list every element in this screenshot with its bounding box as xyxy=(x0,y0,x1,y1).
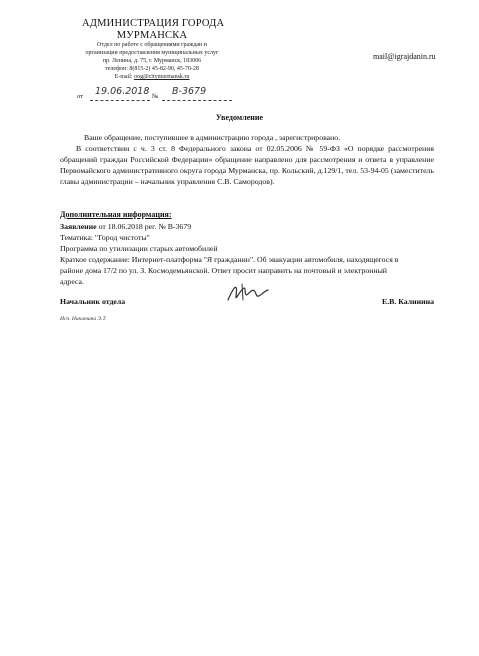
recipient-email: mail@igrajdanin.ru xyxy=(373,52,436,61)
body-text xyxy=(60,132,434,187)
org-email-link[interactable]: oog@citymurmansk.ru xyxy=(134,74,190,80)
statement-value: от 18.06.2018 рег. № В-3679 xyxy=(98,222,192,231)
program-line: Программа по утилизации старых автомобилей xyxy=(60,244,218,253)
statement-line xyxy=(60,221,191,232)
org-name-line1: АДМИНИСТРАЦИЯ ГОРОДА xyxy=(82,18,225,29)
additional-info-title: Дополнительная информация: xyxy=(60,210,172,219)
dept-line1: Отдел по работе с обращениями граждан и xyxy=(97,42,207,48)
reference-date: 19.06.2018 xyxy=(95,86,150,97)
topic-line: Тематика: "Город чистоты" xyxy=(60,233,150,242)
reference-no-label: № xyxy=(152,93,159,100)
paragraph-1: Ваше обращение, поступившее в администрацию города , зарегистрировано. xyxy=(84,133,341,142)
email-line xyxy=(62,74,242,82)
number-underline xyxy=(162,100,232,101)
handwritten-signature xyxy=(222,280,282,306)
email-label: E-mail: xyxy=(114,74,133,80)
address: пр. Ленина, д. 75, г. Мурманск, 183006 xyxy=(102,58,202,64)
phone: телефон: 8(815-2) 45-82-90, 45-70-28 xyxy=(105,66,199,72)
signer-name: Е.В. Калинина xyxy=(382,297,435,306)
executor-note: Исп. Никитина Э.Т. xyxy=(60,316,107,322)
reference-from-label: от xyxy=(77,93,84,100)
org-name-line2: МУРМАНСКА xyxy=(116,30,188,41)
statement-label: Заявление xyxy=(60,222,97,231)
summary-text: Краткое содержание: Интернет-платформа "Я гражданин". Об эвакуации автомобиля, находящегося в районе дома 17/2 по ул. З. Космодемьянской. Ответ просит направить на почтовый и электронный адреса. xyxy=(60,255,399,286)
date-underline xyxy=(90,100,150,101)
document-title: Уведомление xyxy=(215,113,264,122)
reference-number: В-3679 xyxy=(172,86,207,97)
paragraph-2: В соответствии с ч. 3 ст. 8 Федерального закона от 02.05.2006 № 59-ФЗ «О порядке рассмотрения обращений граждан Российской Федерации» обращение направлено для рассмотрения и ответа в управление Первомайского административного округа города Мурманска, пр. Кольский, д.129/1, тел. 53-94-05 (заместитель главы администрации – начальник управления С.В. Самородов). xyxy=(60,144,434,186)
dept-line2: организации предоставления муниципальных услуг xyxy=(85,50,219,56)
signer-role: Начальник отдела xyxy=(60,297,126,306)
